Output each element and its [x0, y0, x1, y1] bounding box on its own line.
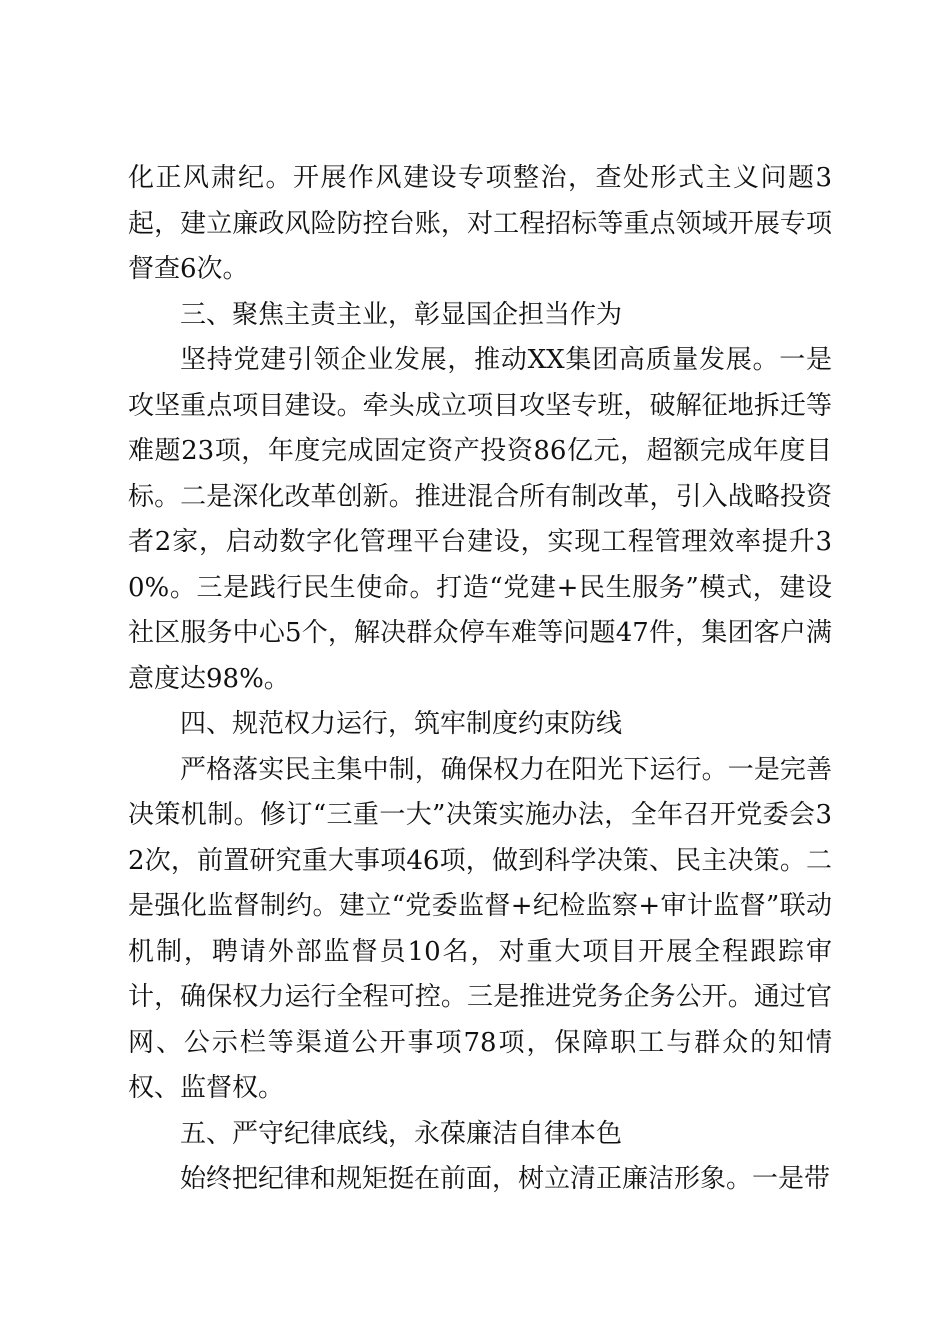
paragraph-section-3: 坚持党建引领企业发展，推动XX集团高质量发展。一是攻坚重点项目建设。牵头成立项目攻坚专班，破解征地拆迁等难题23项，年度完成固定资产投资86亿元，超额完成年度目标。二是深化改革创新。推进混合所有制改革，引入战略投资者2家，启动数字化管理平台建设，实现工程管理效率提升30%。三是践行民生使命。打造“党建+民生服务”模式，建设社区服务中心5个，解决群众停车难等问题47件，集团客户满意度达98%。 [128, 345, 832, 694]
paragraph-section-4: 严格落实民主集中制，确保权力在阳光下运行。一是完善决策机制。修订“三重一大”决策实施办法，全年召开党委会32次，前置研究重大事项46项，做到科学决策、民主决策。二是强化监督制约。建立“党委监督+纪检监察+审计监督”联动机制，聘请外部监督员10名，对重大项目开展全程跟踪审计，确保权力运行全程可控。三是推进党务企务公开。通过官网、公示栏等渠道公开事项78项，保障职工与群众的知情权、监督权。 [128, 754, 832, 1103]
paragraph-continuation: 化正风肃纪。开展作风建设专项整治，查处形式主义问题3起，建立廉政风险防控台账，对工程招标等重点领域开展专项督查6次。 [128, 163, 832, 284]
paragraph-section-5: 始终把纪律和规矩挺在前面，树立清正廉洁形象。一是带 [180, 1164, 831, 1194]
section-heading-4: 四、规范权力运行，筑牢制度约束防线 [180, 709, 623, 739]
section-heading-3: 三、聚焦主责主业，彰显国企担当作为 [180, 299, 623, 330]
document-body [128, 156, 832, 1203]
section-heading-5: 五、严守纪律底线，永葆廉洁自律本色 [180, 1118, 623, 1149]
